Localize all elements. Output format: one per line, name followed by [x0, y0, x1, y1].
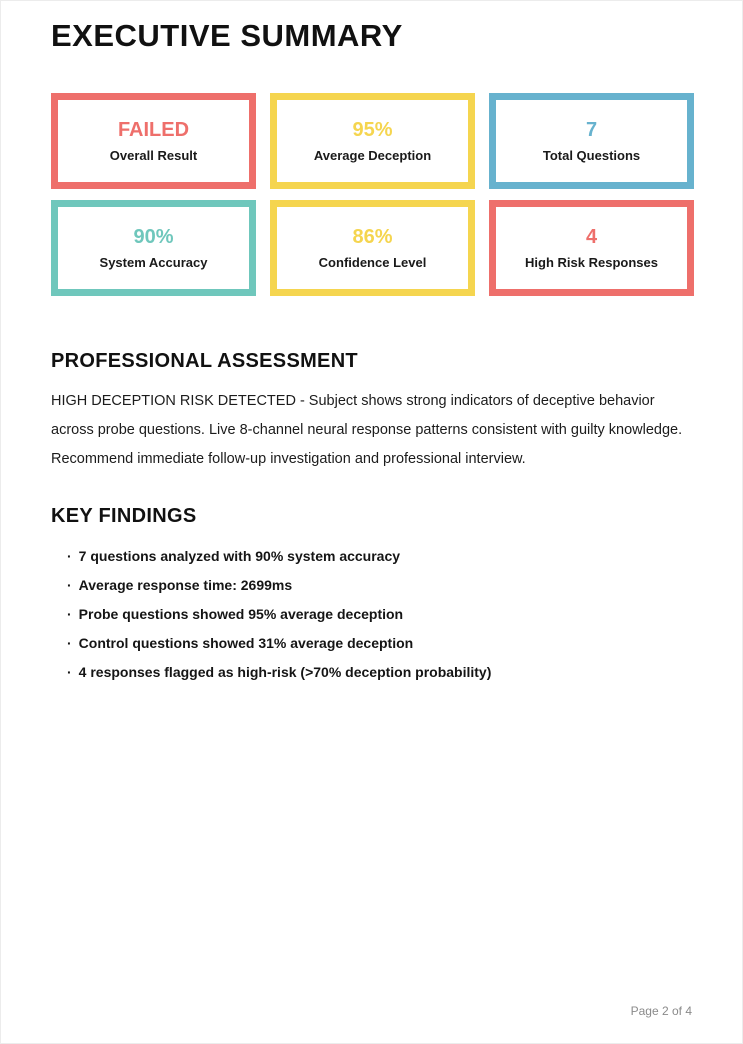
metric-card-value: 7 [585, 119, 598, 141]
key-finding-text: 4 responses flagged as high-risk (>70% deception probability) [78, 664, 492, 680]
metric-card [489, 93, 694, 189]
metric-card [51, 200, 256, 296]
report-content [1, 1, 742, 687]
bullet-icon: · [67, 664, 72, 680]
metric-card-label: Overall Result [109, 148, 198, 163]
assessment-paragraph: HIGH DECEPTION RISK DETECTED - Subject shows strong indicators of deceptive behavior across probe questions. Live 8-channel neural response patterns consistent with guilty knowledge. Recommend immediate follow-up investigation and professional interview. [51, 393, 683, 467]
bullet-icon: · [67, 548, 72, 564]
key-finding-text: Average response time: 2699ms [78, 577, 293, 593]
key-finding-item [67, 658, 694, 687]
metric-card-label: Confidence Level [318, 255, 427, 270]
metric-card [270, 93, 475, 189]
metric-card [489, 200, 694, 296]
key-findings-list [51, 542, 694, 687]
metric-card-value: FAILED [117, 119, 190, 141]
metric-card-value: 95% [352, 119, 393, 141]
key-finding-item [67, 542, 694, 571]
metric-card-label: Average Deception [313, 148, 432, 163]
metric-card-value: 86% [352, 226, 393, 248]
metric-card-label: High Risk Responses [525, 255, 658, 270]
metric-card-value: 4 [585, 226, 598, 248]
metric-card-label: Total Questions [542, 148, 641, 163]
key-finding-text: 7 questions analyzed with 90% system accuracy [78, 548, 401, 564]
key-finding-item [67, 600, 694, 629]
metric-card [51, 93, 256, 189]
bullet-icon: · [67, 606, 72, 622]
page-title: EXECUTIVE SUMMARY [51, 18, 403, 53]
key-finding-item [67, 629, 694, 658]
metric-card-label: System Accuracy [99, 255, 208, 270]
key-finding-text: Probe questions showed 95% average deception [78, 606, 404, 622]
key-finding-item [67, 571, 694, 600]
bullet-icon: · [67, 635, 72, 651]
bullet-icon: · [67, 577, 72, 593]
metric-card-value: 90% [133, 226, 174, 248]
metric-cards-grid [51, 93, 694, 296]
key-findings-heading: KEY FINDINGS [51, 505, 197, 527]
metric-card [270, 200, 475, 296]
key-finding-text: Control questions showed 31% average deception [78, 635, 414, 651]
page-number: Page 2 of 4 [630, 1004, 692, 1018]
assessment-heading: PROFESSIONAL ASSESSMENT [51, 350, 358, 372]
